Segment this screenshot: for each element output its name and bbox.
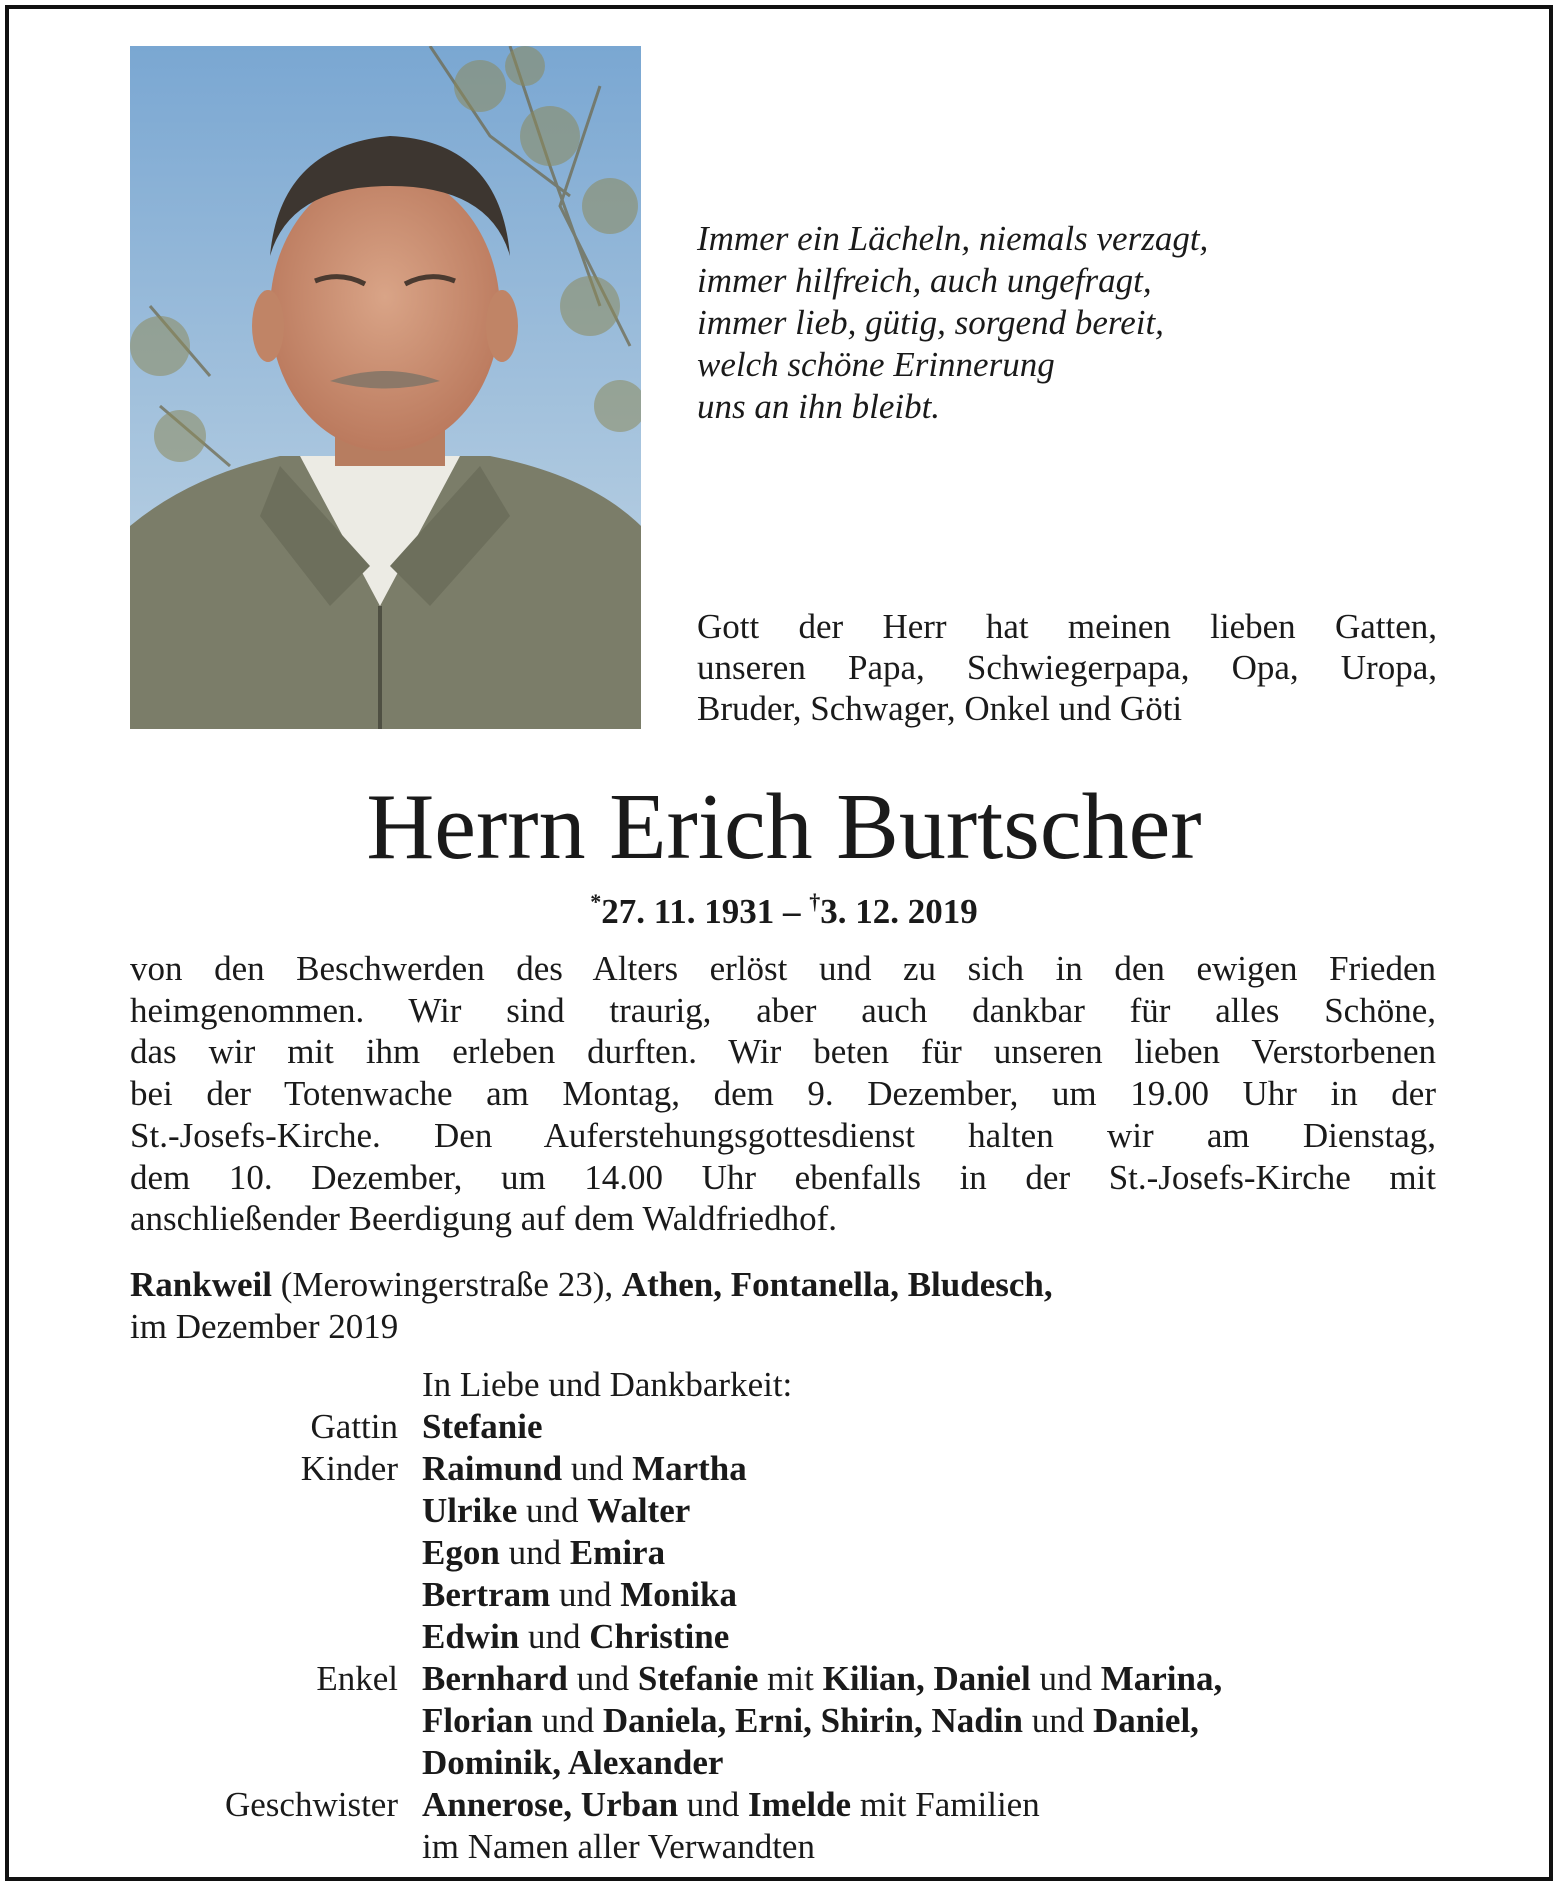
und-text: und — [1022, 1701, 1093, 1740]
birth-date: 27. 11. 1931 — [601, 892, 775, 931]
mit-text: mit — [758, 1659, 823, 1698]
und-text: und — [532, 1701, 603, 1740]
poem-line: welch schöne Erinnerung — [697, 345, 1055, 384]
mit-familien-text: mit Familien — [859, 1785, 1040, 1824]
poem — [697, 218, 1477, 428]
body-line: heimgenommen. Wir sind traurig, aber auch dankbar für alles Schöne, — [130, 990, 1436, 1030]
kind-name: Bertram — [422, 1575, 551, 1614]
partner-name: Martha — [632, 1449, 747, 1488]
kinder-pair — [422, 1616, 729, 1658]
kinder-pair — [422, 1490, 690, 1532]
intro-line: Bruder, Schwager, Onkel und Göti — [697, 689, 1183, 728]
body-line: anschließender Beerdigung auf dem Waldfriedhof. — [130, 1199, 837, 1239]
address: (Merowingerstraße 23), — [271, 1265, 622, 1304]
death-date: 3. 12. 2019 — [820, 892, 978, 931]
geschwister-line — [422, 1784, 1040, 1826]
kind-name: Ulrike — [422, 1491, 518, 1530]
kind-name: Edwin — [422, 1617, 520, 1656]
body-line: von den Beschwerden des Alters erlöst und zu sich in den ewigen Frieden — [130, 949, 1436, 988]
poem-line: immer hilfreich, auch ungefragt, — [697, 261, 1152, 300]
family-list — [0, 1364, 1568, 1868]
enkel-line — [422, 1658, 1222, 1700]
birth-mark: * — [590, 889, 602, 914]
kind-name: Egon — [422, 1533, 500, 1572]
und-text: und — [550, 1575, 621, 1614]
death-mark: † — [809, 889, 821, 914]
geschwister-names: Annerose, Urban — [422, 1785, 679, 1824]
enkel-line — [422, 1700, 1199, 1742]
partner-name: Walter — [587, 1491, 691, 1530]
portrait-photo — [130, 46, 641, 729]
kinder-pair — [422, 1532, 665, 1574]
und-text: und — [499, 1533, 570, 1572]
other-places: Athen, Fontanella, Bludesch, — [621, 1265, 1053, 1304]
enkel-name: Daniel, — [1092, 1701, 1199, 1740]
urenkel-names: Kilian, Daniel — [822, 1659, 1031, 1698]
poem-line: Immer ein Lächeln, niemals verzagt, — [697, 219, 1209, 258]
place-and-date — [130, 1264, 1436, 1348]
kinder-pair — [422, 1448, 747, 1490]
urenkel-name: Marina, — [1100, 1659, 1223, 1698]
body-line: dem 10. Dezember, um 14.00 Uhr ebenfalls in der St.-Josefs-Kirche mit — [130, 1157, 1436, 1197]
notice-date: im Dezember 2019 — [130, 1307, 399, 1346]
kinder-pair — [422, 1574, 737, 1616]
kind-name: Raimund — [422, 1449, 563, 1488]
partner-name: Monika — [620, 1575, 737, 1614]
life-dates — [0, 880, 1568, 934]
und-text: und — [678, 1785, 749, 1824]
gattin-label: Gattin — [310, 1407, 398, 1446]
date-separator: – — [774, 892, 810, 931]
partner-name: Emira — [569, 1533, 666, 1572]
body-line: St.-Josefs-Kirche. Den Auferstehungsgottesdienst halten wir am Dienstag, — [130, 1115, 1436, 1155]
town: Rankweil — [130, 1265, 272, 1304]
body-line: bei der Totenwache am Montag, dem 9. Dezember, um 19.00 Uhr in der — [130, 1074, 1436, 1114]
partner-name: Christine — [589, 1617, 730, 1656]
poem-line: immer lieb, gütig, sorgend bereit, — [697, 303, 1164, 342]
intro-line: unseren Papa, Schwiegerpapa, Opa, Uropa, — [697, 648, 1437, 687]
intro-line: Gott der Herr hat meinen lieben Gatten, — [697, 607, 1437, 646]
deceased-name: Herrn Erich Burtscher — [366, 775, 1202, 879]
closing-line: im Namen aller Verwandten — [422, 1827, 815, 1866]
enkel-names: Dominik, Alexander — [422, 1743, 724, 1782]
poem-line: uns an ihn bleibt. — [697, 387, 941, 426]
body-line: das wir mit ihm erleben durften. Wir beten für unseren lieben Verstorbenen — [130, 1032, 1436, 1072]
enkel-names: Daniela, Erni, Shirin, Nadin — [602, 1701, 1023, 1740]
portrait-photo-drawing — [130, 46, 641, 729]
geschwister-label: Geschwister — [224, 1785, 398, 1824]
enkel-name: Florian — [422, 1701, 533, 1740]
und-text: und — [517, 1491, 588, 1530]
und-text: und — [562, 1449, 633, 1488]
intro-text — [697, 606, 1437, 729]
kinder-label: Kinder — [300, 1449, 398, 1488]
family-heading: In Liebe und Dankbarkeit: — [422, 1365, 793, 1404]
enkel-name: Stefanie — [637, 1659, 759, 1698]
geschwister-name: Imelde — [748, 1785, 852, 1824]
enkel-name: Bernhard — [422, 1659, 568, 1698]
und-text: und — [567, 1659, 638, 1698]
und-text: und — [519, 1617, 590, 1656]
und-text: und — [1030, 1659, 1101, 1698]
enkel-label: Enkel — [316, 1659, 398, 1698]
announcement-body — [130, 948, 1436, 1240]
gattin-name: Stefanie — [422, 1407, 543, 1446]
